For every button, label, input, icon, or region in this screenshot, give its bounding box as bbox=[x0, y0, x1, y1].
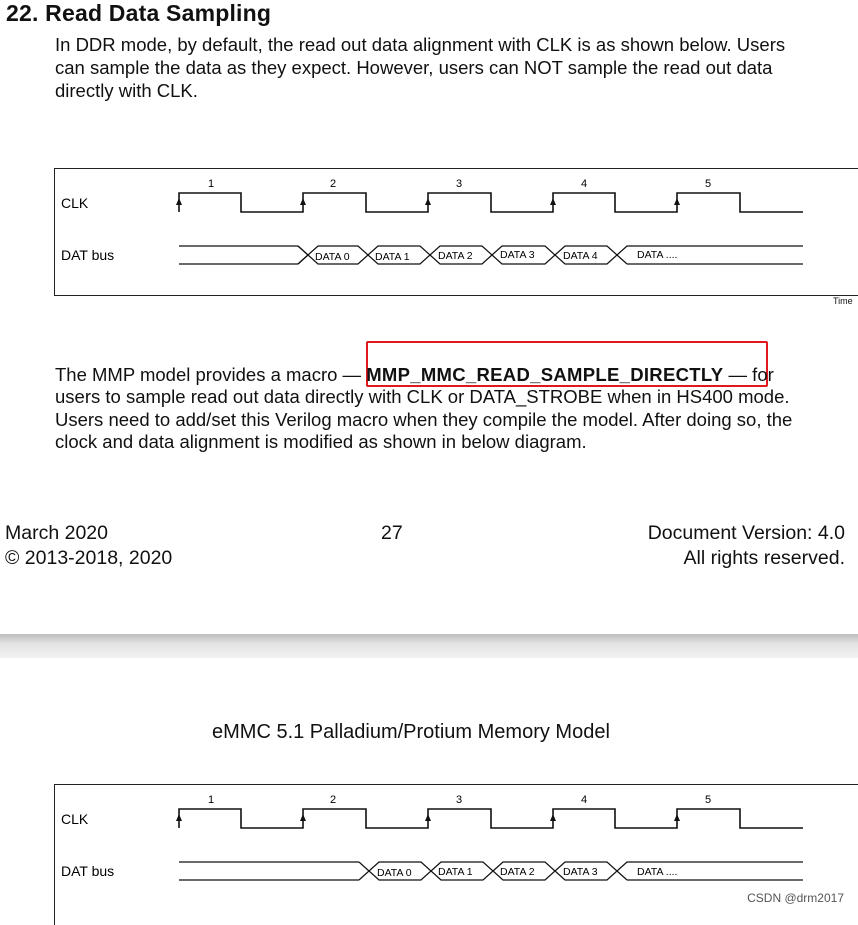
cycle-3: 3 bbox=[456, 178, 463, 190]
d2-data-label-4: DATA .... bbox=[637, 866, 678, 878]
cycle-3-d2: 3 bbox=[456, 794, 463, 806]
dat-bus-label-2: DAT bus bbox=[61, 863, 115, 879]
clk-waveform-2 bbox=[179, 809, 803, 828]
d2-data-label-3: DATA 3 bbox=[563, 866, 598, 878]
data-label-1: DATA 1 bbox=[375, 251, 410, 263]
body2-line-2: users to sample read out data directly with CLK or DATA_STROBE when in HS400 mode. bbox=[55, 386, 790, 407]
rising-edge-arrows bbox=[176, 198, 680, 205]
body2-line-4: clock and data alignment is modified as shown in below diagram. bbox=[55, 431, 587, 452]
clk-label: CLK bbox=[61, 195, 89, 211]
timing-diagram-1-svg bbox=[55, 169, 858, 295]
cycle-1-d2: 1 bbox=[208, 794, 215, 806]
time-label: Time bbox=[833, 296, 853, 306]
dat-bus-label: DAT bus bbox=[61, 247, 115, 263]
data-label-3: DATA 3 bbox=[500, 249, 535, 261]
footer-page-number: 27 bbox=[381, 522, 403, 544]
cycle-4-d2: 4 bbox=[581, 794, 588, 806]
cycle-4: 4 bbox=[581, 178, 588, 190]
data-label-2: DATA 2 bbox=[438, 250, 473, 262]
data-label-0: DATA 0 bbox=[315, 251, 350, 263]
cycle-1: 1 bbox=[208, 178, 215, 190]
clk-label-2: CLK bbox=[61, 811, 89, 827]
body2-line-1 bbox=[55, 364, 774, 386]
data-label-4: DATA 4 bbox=[563, 250, 598, 262]
data-label-5: DATA .... bbox=[637, 249, 678, 261]
dat-bus-waveform bbox=[179, 246, 803, 264]
clk-waveform bbox=[179, 193, 803, 212]
footer-date: March 2020 bbox=[5, 522, 108, 544]
intro-line-2: can sample the data as they expect. However, users can NOT sample the read out data bbox=[55, 57, 773, 78]
body2-line-3: Users need to add/set this Verilog macro when they compile the model. After doing so, the bbox=[55, 409, 793, 430]
section-heading: 22. Read Data Sampling bbox=[6, 0, 272, 26]
macro-intro-text: The MMP model provides a macro — bbox=[55, 364, 362, 385]
timing-diagram-2 bbox=[54, 784, 858, 925]
page-separator bbox=[0, 634, 858, 658]
cycle-5: 5 bbox=[705, 178, 712, 190]
cycle-2: 2 bbox=[330, 178, 337, 190]
d2-data-label-2: DATA 2 bbox=[500, 866, 535, 878]
next-page-header: eMMC 5.1 Palladium/Protium Memory Model bbox=[212, 721, 610, 743]
timing-diagram-2-svg bbox=[55, 785, 858, 915]
dat-bus-waveform-2 bbox=[179, 862, 803, 880]
cycle-2-d2: 2 bbox=[330, 794, 337, 806]
footer-copyright: © 2013-2018, 2020 bbox=[5, 547, 173, 569]
footer-rights: All rights reserved. bbox=[683, 547, 845, 569]
d2-data-label-0: DATA 0 bbox=[377, 867, 412, 879]
cycle-5-d2: 5 bbox=[705, 794, 712, 806]
footer-version: Document Version: 4.0 bbox=[647, 522, 845, 544]
intro-line-1: In DDR mode, by default, the read out data alignment with CLK is as shown below. Users bbox=[55, 34, 786, 55]
d2-data-label-1: DATA 1 bbox=[438, 866, 473, 878]
watermark: CSDN @drm2017 bbox=[747, 891, 844, 905]
macro-name: MMP_MMC_READ_SAMPLE_DIRECTLY bbox=[366, 364, 724, 385]
macro-trailing-text: — for bbox=[728, 364, 774, 385]
timing-diagram-1 bbox=[54, 168, 858, 296]
rising-edge-arrows-2 bbox=[176, 814, 680, 821]
intro-line-3: directly with CLK. bbox=[55, 80, 198, 101]
